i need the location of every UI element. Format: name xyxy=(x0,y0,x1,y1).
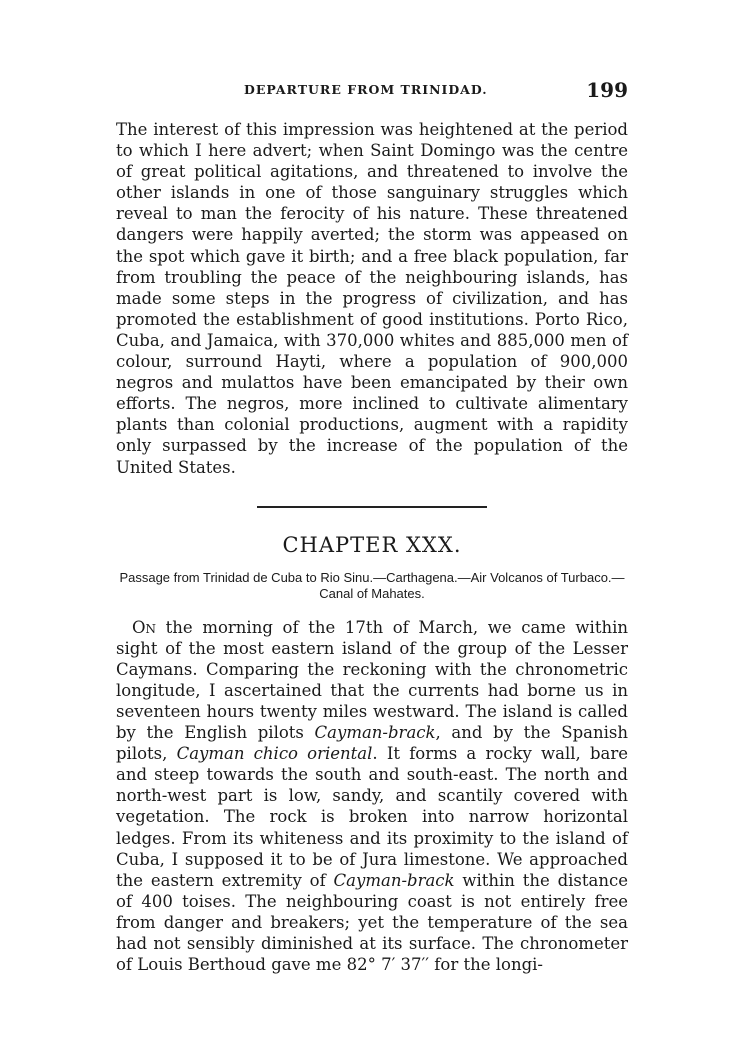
page-number: 199 xyxy=(586,78,628,102)
running-header xyxy=(116,78,628,104)
paragraph-2-text-4: within the distance of 400 toises. The neighbouring coast is not entirely free from danger and breakers; yet the temperature of the sea had not sensibly diminished at its surface. The chronometer of Louis Berthoud gave me 82° 7′ 37′′ for the longi- xyxy=(116,870,628,975)
chapter-summary: Passage from Trinidad de Cuba to Rio Sinu.—Carthagena.—Air Volcanos of Turbaco.—Canal of Mahates. xyxy=(119,569,625,601)
body-paragraph-1: The interest of this impression was heightened at the period to which I here advert; when Saint Domingo was the centre of great political agitations, and threatened to involve the other islands in one of those sanguinary struggles which reveal to man the ferocity of his nature. These threatened dangers were happily averted; the storm was appeased on the spot which gave it birth; and a free black population, far from troubling the peace of the neighbouring islands, has made some steps in the progress of civilization, and has promoted the establishment of good institutions. Porto Rico, Cuba, and Jamaica, with 370,000 whites and 885,000 men of colour, surround Hayti, where a population of 900,000 negros and mulattos have been emancipated by their own efforts. The negros, more inclined to cultivate alimentary plants than colonial productions, augment with a rapidity only surpassed by the increase of the population of the United States. xyxy=(116,120,628,477)
paragraph-2-text-2: , and by the Spanish pilots, xyxy=(116,723,628,764)
section-divider-rule xyxy=(257,506,487,508)
chapter-title: CHAPTER XXX. xyxy=(282,532,462,557)
body-paragraph-2 xyxy=(116,617,628,976)
italic-term-cayman-chico-oriental: Cayman chico oriental xyxy=(176,744,373,764)
running-title: DEPARTURE FROM TRINIDAD. xyxy=(244,82,488,97)
book-page xyxy=(116,78,628,975)
paragraph-2-text-3: . It forms a rocky wall, bare and steep towards the south and south-east. The north and north-west part is low, sandy, and scantily covered with vegetation. The rock is broken into narrow horizontal ledges. From its whiteness and its proximity to the island of Cuba, I supposed it to be of Jura limestone. We approached the eastern extremity of xyxy=(116,744,629,890)
opening-word: On xyxy=(132,617,157,637)
italic-term-cayman-brack-2: Cayman-brack xyxy=(333,870,455,890)
paragraph-2-text-1: the morning of the 17th of March, we came within sight of the most eastern island of the group of the Lesser Caymans. Comparing the reckoning with the chronometric longitude, I ascertained that the currents had borne us in seventeen hours twenty miles westward. The island is called by the English pilots xyxy=(116,617,628,743)
italic-term-cayman-brack: Cayman-brack xyxy=(314,723,436,743)
